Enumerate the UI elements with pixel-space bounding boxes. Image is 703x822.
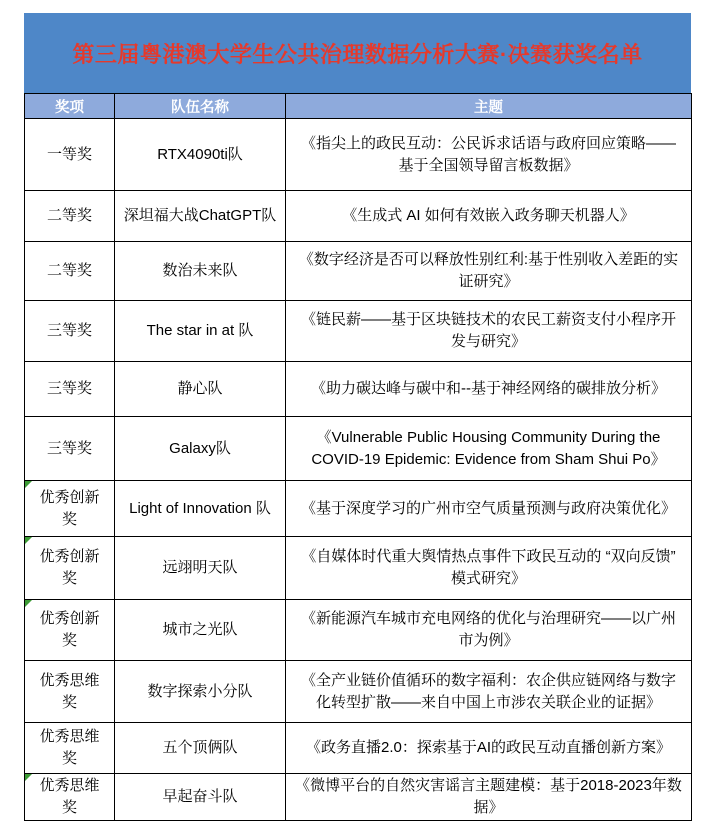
- award-text: 三等奖: [46, 380, 92, 397]
- theme-cell: [286, 723, 692, 774]
- theme-cell: [286, 537, 692, 600]
- cell-flag-triangle-icon: [25, 774, 32, 781]
- award-text: 优秀创新奖: [39, 488, 100, 528]
- award-cell: [25, 362, 115, 417]
- theme-text: 《生成式 AI 如何有效嵌入政务聊天机器人》: [342, 207, 635, 224]
- team-cell: [115, 362, 286, 417]
- award-text: 二等奖: [46, 207, 92, 224]
- theme-cell: [286, 417, 692, 481]
- team-text: 数治未来队: [162, 262, 238, 279]
- award-cell: [25, 119, 115, 191]
- team-cell: [115, 481, 286, 537]
- team-cell: [115, 774, 286, 821]
- team-text: 深坦福大战ChatGPT队: [123, 207, 277, 224]
- team-cell: [115, 191, 286, 242]
- award-text: 优秀思维奖: [39, 671, 100, 711]
- award-text: 优秀创新奖: [39, 548, 100, 587]
- theme-cell: [286, 362, 692, 417]
- award-text: 二等奖: [46, 262, 92, 279]
- theme-text: 《数字经济是否可以释放性别红利:基于性别收入差距的实证研究》: [298, 251, 679, 290]
- awards-table: [24, 93, 692, 821]
- theme-cell: [286, 191, 692, 242]
- cell-flag-triangle-icon: [25, 481, 32, 488]
- title-banner: [24, 13, 691, 93]
- award-cell: [25, 723, 115, 774]
- team-cell: [115, 417, 286, 481]
- theme-cell: [286, 481, 692, 537]
- theme-text: 《基于深度学习的广州市空气质量预测与政府决策优化》: [300, 499, 676, 517]
- theme-text: 《微博平台的自然灾害谣言主题建模：基于2018-2023年数据》: [295, 777, 682, 816]
- award-cell: [25, 481, 115, 537]
- team-text: 五个顶俩队: [162, 739, 238, 756]
- team-text: 远翊明天队: [162, 559, 238, 576]
- table-row: [25, 600, 692, 661]
- award-cell: [25, 301, 115, 362]
- theme-text: 《自媒体时代重大舆情热点事件下政民互动的 “双向反馈” 模式研究》: [301, 548, 676, 587]
- theme-cell: [286, 242, 692, 301]
- team-text: 城市之光队: [162, 621, 238, 638]
- theme-text: 《助力碳达峰与碳中和--基于神经网络的碳排放分析》: [311, 380, 666, 397]
- team-text: RTX4090ti队: [157, 145, 243, 163]
- team-cell: [115, 600, 286, 661]
- award-cell: [25, 600, 115, 661]
- column-header-theme: 主题: [286, 94, 692, 119]
- team-cell: [115, 723, 286, 774]
- theme-text: 《新能源汽车城市充电网络的优化与治理研究——以广州市为例》: [300, 610, 676, 649]
- table-row: [25, 481, 692, 537]
- awards-table-body: [25, 119, 692, 821]
- theme-cell: [286, 301, 692, 362]
- award-text: 三等奖: [46, 439, 92, 457]
- table-row: [25, 774, 692, 821]
- theme-cell: [286, 600, 692, 661]
- team-cell: [115, 301, 286, 362]
- award-cell: [25, 417, 115, 481]
- team-text: Light of Innovation 队: [129, 499, 271, 517]
- header-row: [25, 94, 692, 119]
- theme-text: 《全产业链价值循环的数字福利：农企供应链网络与数字化转型扩散——来自中国上市涉农关联企业的证据》: [300, 671, 676, 711]
- team-cell: [115, 242, 286, 301]
- team-text: 数字探索小分队: [147, 682, 253, 700]
- page-title: 第三届粤港澳大学生公共治理数据分析大赛·决赛获奖名单: [72, 41, 643, 67]
- team-text: The star in at 队: [146, 322, 254, 339]
- table-row: [25, 661, 692, 723]
- table-row: [25, 301, 692, 362]
- theme-text: 《Vulnerable Public Housing Community During the COVID-19 Epidemic: Evidence from Sham Shui Po》: [311, 428, 666, 468]
- theme-text: 《指尖上的政民互动：公民诉求话语与政府回应策略——基于全国领导留言板数据》: [300, 134, 676, 174]
- cell-flag-triangle-icon: [25, 600, 32, 607]
- theme-cell: [286, 119, 692, 191]
- team-text: 静心队: [177, 380, 223, 397]
- table-row: [25, 242, 692, 301]
- table-row: [25, 417, 692, 481]
- award-text: 优秀思维奖: [39, 728, 100, 767]
- table-row: [25, 723, 692, 774]
- theme-cell: [286, 661, 692, 723]
- theme-text: 《链民薪——基于区块链技术的农民工薪资支付小程序开发与研究》: [300, 311, 676, 350]
- column-header-team: 队伍名称: [115, 94, 286, 119]
- team-text: Galaxy队: [169, 439, 231, 457]
- team-text: 早起奋斗队: [162, 788, 238, 805]
- team-cell: [115, 119, 286, 191]
- award-cell: [25, 661, 115, 723]
- table-row: [25, 362, 692, 417]
- theme-cell: [286, 774, 692, 821]
- table-row: [25, 537, 692, 600]
- award-cell: [25, 537, 115, 600]
- award-text: 优秀创新奖: [39, 610, 100, 649]
- awards-table-header: [25, 94, 692, 119]
- team-cell: [115, 537, 286, 600]
- table-row: [25, 191, 692, 242]
- award-text: 一等奖: [46, 145, 92, 163]
- theme-text: 《政务直播2.0：探索基于AI的政民互动直播创新方案》: [305, 739, 672, 756]
- award-cell: [25, 191, 115, 242]
- column-header-award: 奖项: [25, 94, 115, 119]
- table-row: [25, 119, 692, 191]
- cell-flag-triangle-icon: [25, 537, 32, 544]
- award-text: 三等奖: [46, 322, 92, 339]
- award-cell: [25, 242, 115, 301]
- award-text: 优秀思维奖: [39, 777, 100, 816]
- award-cell: [25, 774, 115, 821]
- team-cell: [115, 661, 286, 723]
